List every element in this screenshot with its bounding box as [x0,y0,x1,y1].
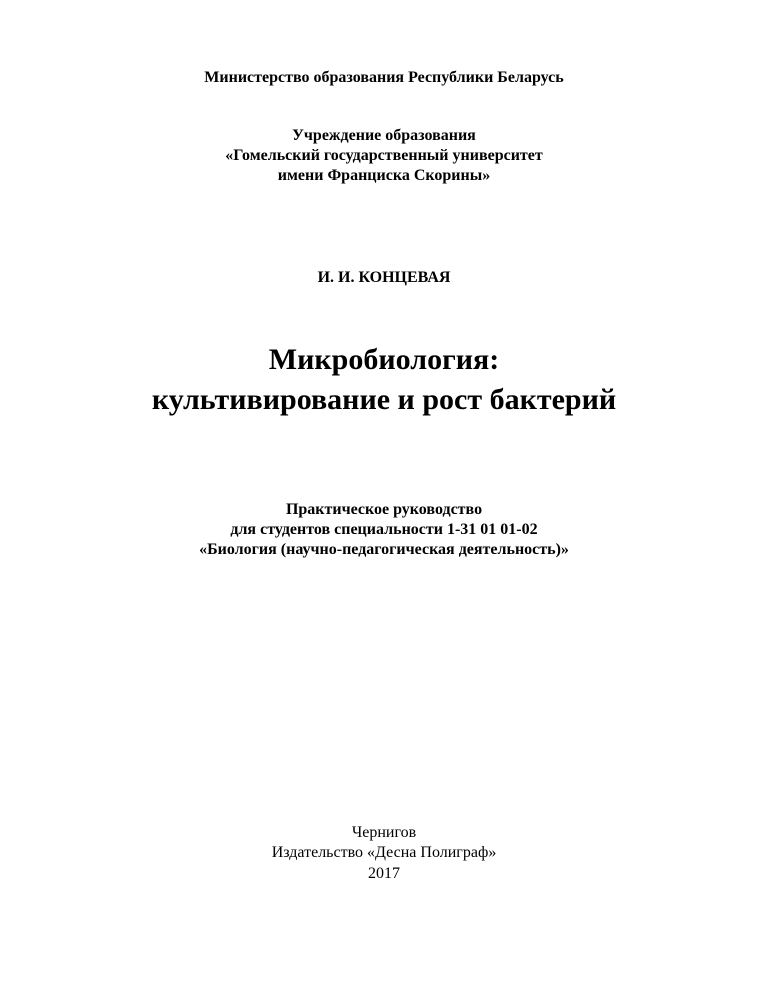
imprint-publisher: Издательство «Десна Полиграф» [271,844,497,861]
ministry-name: Министерство образования Республики Беларусь [204,69,564,86]
imprint-year: 2017 [368,865,400,882]
subtitle-line-1: Практическое руководство [285,501,483,518]
institution-line-1: Учреждение образования [292,127,476,144]
subtitle-line-3: «Биология (научно-педагогическая деятельность)» [199,541,569,558]
subtitle-line-2: для студентов специальности 1-31 01 01-02 [230,521,538,538]
author-name: И. И. КОНЦЕВАЯ [317,269,451,286]
institution-line-3: имени Франциска Скорины» [277,167,491,184]
book-title-line-1: Микробиология: [268,343,500,376]
imprint-city: Чернигов [351,824,417,841]
institution-line-2: «Гомельский государственный университет [225,147,543,164]
book-title-line-2: культивирование и рост бактерий [151,383,617,416]
